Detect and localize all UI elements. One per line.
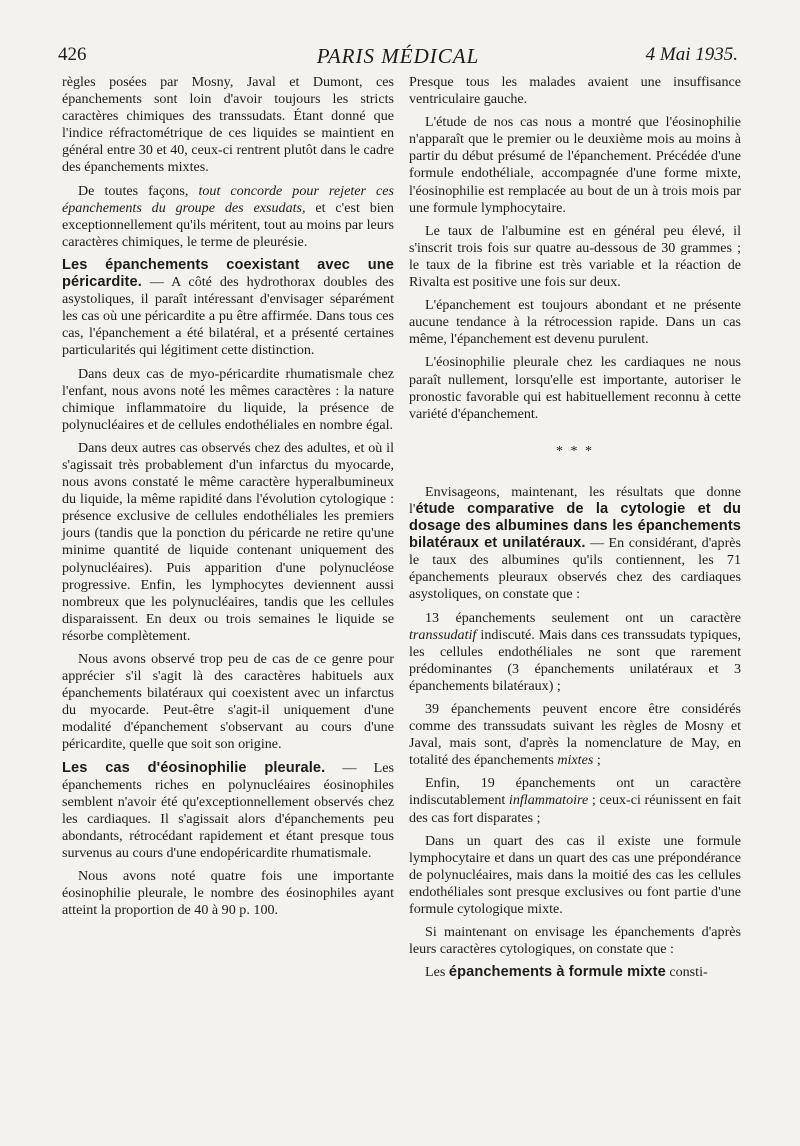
journal-title: PARIS MÉDICAL [316,44,480,68]
text-run: — A côté des hydrothorax doubles des asystoliques, il paraît intéressant d'envisager séparément les cas où une péricardite a pu être affirmée. Dans tous ces cas, l'épanchement a été bilatéral, et a présenté certaines particularités qui légitiment cette distinction. [62,274,394,359]
section-paragraph [62,257,394,360]
running-header [58,44,738,70]
section-paragraph [409,484,741,604]
right-column [409,74,741,987]
text-run: Enfin, 19 épanchements ont un caractère indiscutablement [409,775,741,809]
section-heading: Les cas d'éosinophilie pleurale. [62,759,326,776]
section-paragraph [409,964,741,981]
section-heading: Les épanchements coexistant avec une péricardite. [62,256,394,291]
paragraph: L'épanchement est toujours abondant et ne présente aucune tendance à la rétrocession rapide. Dans un cas même, l'épanchement est devenu purulent. [409,297,741,348]
section-separator: * * * [556,443,594,459]
italic-text: mixtes [557,752,594,769]
paragraph: L'étude de nos cas nous a montré que l'éosinophilie n'apparaît que le premier ou le deuxième mois au moins à partir du début présumé de l'épanchement. Précédée d'une formule endothéliale, accompagnée d'une forme mixte, l'éosinophilie est remplacée au bout de un à trois mois par une formule lymphocytaire. [409,114,741,216]
text-run: ; ceux-ci réunissent en fait des cas fort disparates ; [409,792,742,826]
paragraph [409,775,741,826]
paragraph: Dans deux autres cas observés chez des adultes, et où il s'agissait très probablement d'un infarctus du myocarde, nous avons constaté le même caractère hyperalbumineux du liquide, la même rapidité dans l'évolution cytologique : présence exclusive de cellules endothéliales les premiers jours (tandis que la ponction du péricarde ne retire qu'une minime quantité de liquide contenant uniquement des polynucléaires). Puis apparition d'une polynucléose progressive. Enfin, les lymphocytes deviennent aussi nombreux que les polynucléaires, tandis que les cellules disparaissent. En deux ou trois semaines le liquide se résorbe complètement. [62,439,394,644]
italic-text: inflammatoire [508,792,589,809]
text-run: ; [593,752,601,769]
text-run: et c'est bien exceptionnellement qu'ils méritent, tout au moins par leurs caractères chimiques, le terme de pleurésie. [62,199,394,250]
text-run: — En considérant, d'après le taux des albumines qu'ils contiennent, les 71 épanchements pleuraux observés chez des cardiaques asystoliques, on constate que : [409,535,742,603]
left-column [62,74,394,925]
text-run: Les [425,964,449,981]
section-heading: épanchements à formule mixte [448,964,666,981]
section-paragraph [62,760,394,863]
paragraph: L'éosinophilie pleurale chez les cardiaques ne nous paraît nullement, lorsqu'elle est importante, autoriser le pronostic favorable qui est habituellement reconnu à cette variété d'épanchement. [409,354,741,422]
paragraph [62,183,394,251]
paragraph: Si maintenant on envisage les épanchements d'après leurs caractères cytologiques, on constate que : [409,924,741,958]
text-run: 13 épanchements seulement ont un caractère [425,609,741,626]
text-run: Envisageons, maintenant, les résultats que donne l' [409,483,741,517]
italic-text: transsudatif [409,626,477,643]
paragraph [409,610,741,695]
text-run: 39 épanchements peuvent encore être considérés comme des transsudats suivant les règles de Mosny et Javal, mais sont, d'après la nomenclature de May, en totalité des épanchements [409,701,741,769]
paragraph [409,701,741,769]
page-number: 426 [58,44,87,65]
text-run: indiscuté. Mais dans ces transsudats typiques, les cellules endothéliales ne sont que rarement prédominantes (3 épanchements unilatéraux et 3 épanchements bilatéraux) ; [409,626,741,694]
paragraph: règles posées par Mosny, Javal et Dumont, ces épanchements sont loin d'avoir toujours les stricts caractères chimiques des transsudats. Étant donné que l'indice réfractométrique de ces liquides se maintient en général entre 30 et 40, ceux-ci rentrent plutôt dans le cadre des épanchements mixtes. [62,74,394,176]
paragraph: Nous avons observé trop peu de cas de ce genre pour apprécier s'il s'agit là des caractères habituels aux épanchements bilatéraux qui coexistent avec un infarctus du myocarde. Peut-être s'agit-il uniquement d'une modalité d'épanchement s'observant au cours d'une péricardite, quelle que soit son origine. [62,651,394,753]
paragraph: Nous avons noté quatre fois une importante éosinophilie pleurale, le nombre des éosinophiles ayant atteint la proportion de 40 à 90 p. 100. [62,868,394,919]
issue-date: 4 Mai 1935. [645,44,738,65]
paragraph: Presque tous les malades avaient une insuffisance ventriculaire gauche. [409,74,741,108]
paragraph: Le taux de l'albumine est en général peu élevé, il s'inscrit trois fois sur quatre au-dessous de 30 grammes ; le taux de la fibrine est très variable et la réaction de Rivalta est positive une fois sur deux. [409,222,741,291]
section-heading: étude comparative de la cytologie et du dosage des albumines dans les épanchements bilatéraux et unilatéraux. [409,500,741,552]
paragraph: Dans un quart des cas il existe une formule lymphocytaire et dans un quart des cas une prépondérance de polynucléaires, mais dans la moitié des cas les cellules endothéliales sont presque exclusives ou font partie d'une formule cytologique mixte. [409,832,741,918]
italic-text: tout concorde pour rejeter ces épanchements du groupe des exsudats, [62,182,394,216]
text-run: De toutes façons, [78,182,199,199]
text-run: — Les épanchements riches en polynucléaires éosinophiles semblent n'avoir été qu'exceptionnellement observés chez les cardiaques. Il s'agissait alors d'épanchements peu abondants, rétrocédant rapidement et étant presque tous survenus au cours d'une endopéricardite rhumatismale. [62,759,394,862]
paragraph: Dans deux cas de myo-péricardite rhumatismale chez l'enfant, nous avons noté les mêmes caractères : la nature chimique inflammatoire du liquide, la présence de polynucléaires et de cellules endothéliales en nombre égal. [62,365,394,433]
text-run: consti- [665,964,708,981]
